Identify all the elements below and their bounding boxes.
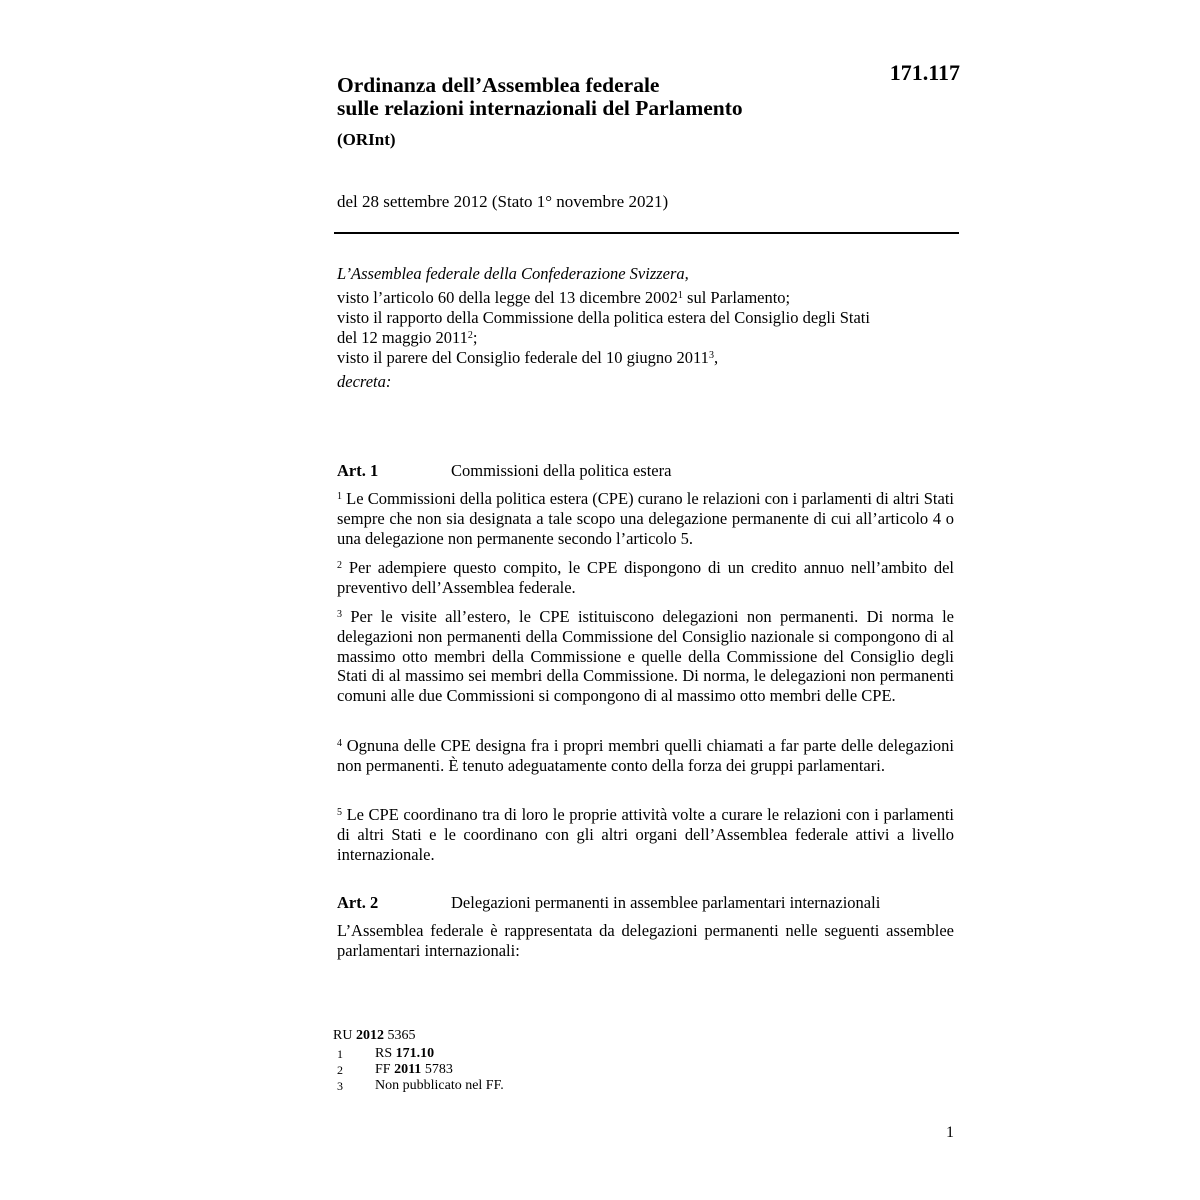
- article-1-heading: [337, 461, 957, 481]
- article-1-title: Commissioni della politica estera: [451, 461, 672, 480]
- article-1-paragraph-4: $^4$ Ognuna delle CPE designa fra i propri membri quelli chiamati a far parte delle delegazioni non permanenti. È tenuto adeguatamente conto della forza dei gruppi parlamentari.: [337, 736, 954, 775]
- article-1-label: Art. 1: [337, 461, 379, 480]
- preamble-line-3: del 12 maggio 2011$^2$;: [337, 328, 478, 347]
- article-2-label: Art. 2: [337, 893, 379, 912]
- footnote-ref-3[interactable]: 3: [708, 350, 714, 361]
- header-divider: [334, 232, 959, 234]
- footnote-ref-2[interactable]: 2: [467, 330, 473, 341]
- ru-reference: RU 2012 5365: [333, 1028, 416, 1043]
- preamble-decree: decreta:: [337, 372, 392, 391]
- article-2-title: Delegazioni permanenti in assemblee parlamentari internazionali: [451, 893, 881, 912]
- article-2-paragraph: L’Assemblea federale è rappresentata da delegazioni permanenti nelle seguenti assemblee parlamentari internazionali:: [337, 921, 954, 960]
- footnote-ref-1[interactable]: 1: [677, 290, 683, 301]
- footnote-2: 2 FF 2011 5783: [337, 1062, 453, 1077]
- article-1-paragraph-2: $^2$ Per adempiere questo compito, le CPE dispongono di un credito annuo nell’ambito del preventivo dell’Assemblea federale.: [337, 558, 954, 597]
- footnote-1: 1 RS 171.10: [337, 1046, 435, 1061]
- preamble-line-2: visto il rapporto della Commissione della politica estera del Consiglio degli Stati: [337, 308, 870, 327]
- footnote-3: 3 Non pubblicato nel FF.: [337, 1078, 504, 1093]
- article-1-paragraph-1: $^1$ Le Commissioni della politica estera (CPE) curano le relazioni con i parlamenti di altri Stati sempre che non sia designata a tale scopo una delegazione permanente di cui all’articolo 4 o una delegazione non permanente secondo l’articolo 5.: [337, 489, 954, 548]
- page-number: 1: [946, 1124, 954, 1141]
- article-1-paragraph-3: $^3$ Per le visite all’estero, le CPE istituiscono delegazioni non permanenti. Di norma le delegazioni non permanenti della Commissione del Consiglio nazionale si compongono di al massimo otto membri della Commissione e quelle della Commissione del Consiglio degli Stati di al massimo sei membri della Commissione. Di norma, le delegazioni non permanenti comuni alle due Commissioni si compongono di al massimo otto membri delle CPE.: [337, 607, 954, 706]
- title-line-2: sulle relazioni internazionali del Parlamento: [337, 96, 743, 120]
- article-1-paragraph-5: $^5$ Le CPE coordinano tra di loro le proprie attività volte a curare le relazioni con i parlamenti di altri Stati e le coordinano con gli altri organi dell’Assemblea federale attivi a livello internazionale.: [337, 805, 954, 864]
- article-2-heading: [337, 893, 957, 913]
- document-date: del 28 settembre 2012 (Stato 1° novembre 2021): [337, 192, 669, 211]
- preamble: [337, 264, 957, 392]
- document-title: [337, 74, 857, 120]
- preamble-line-4: visto il parere del Consiglio federale del 10 giugno 2011$^3$,: [337, 348, 719, 367]
- title-line-1: Ordinanza dell’Assemblea federale: [337, 73, 660, 97]
- title-abbreviation: (ORInt): [337, 130, 396, 149]
- preamble-authority: L’Assemblea federale della Confederazione Svizzera,: [337, 264, 689, 283]
- footnotes: [333, 1046, 504, 1094]
- preamble-line-1: visto l’articolo 60 della legge del 13 dicembre 2002$^1$ sul Parlamento;: [337, 288, 791, 307]
- sr-number: 171.117: [889, 60, 960, 85]
